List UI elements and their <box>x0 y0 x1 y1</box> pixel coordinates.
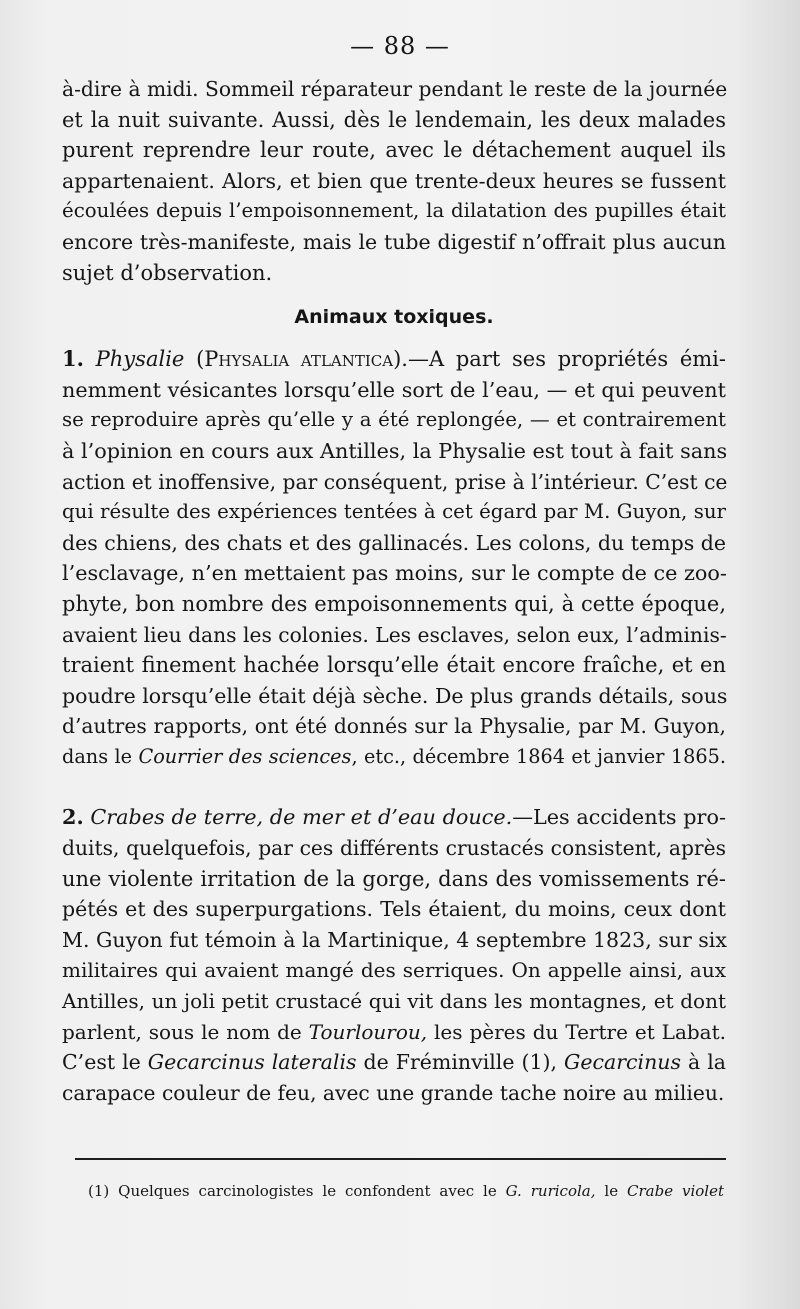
text-run: à la <box>681 1050 726 1075</box>
text-line: militaires qui avaient mangé des serriques. On appelle ainsi, aux <box>62 958 726 983</box>
footnote-text: le <box>595 1182 627 1200</box>
text-line: à l’opinion en cours aux Antilles, la Physalie est tout à fait sans <box>62 438 728 463</box>
text-run: dans le <box>62 744 139 768</box>
item-lead-line <box>62 344 726 375</box>
item-number: 1. <box>62 346 84 372</box>
text-line: et la nuit suivante. Aussi, dès le lendemain, les deux malades <box>62 107 726 132</box>
text-line: poudre lorsqu’elle était déjà sèche. De plus grands détails, sous <box>62 683 728 708</box>
latin-close: ). <box>393 347 408 372</box>
species-name: Gecarcinus <box>564 1050 682 1075</box>
text-line: carapace couleur de feu, avec une grande tache noire au milieu. <box>62 1080 725 1105</box>
text-line: Antilles, un joli petit crustacé qui vit dans les montagnes, et dont <box>62 989 726 1014</box>
text-line: des chiens, des chats et des gallinacés. Les colons, du temps de <box>62 530 726 555</box>
text-line: nemment vésicantes lorsqu’elle sort de l’eau, — et qui peuvent <box>62 377 726 402</box>
text-line <box>62 742 726 773</box>
text-line: l’esclavage, n’en mettaient pas moins, sur le compte de ce zoo- <box>62 561 727 586</box>
item-name: Physalie <box>95 347 185 372</box>
text-line: appartenaient. Alors, et bien que trente-deux heures se fussent <box>62 168 726 193</box>
text-line: une violente irritation de la gorge, dans des vomissements ré- <box>62 866 726 891</box>
paragraph-intoxication-end <box>62 74 726 288</box>
lead-text: —A part ses propriétés émi- <box>407 347 726 372</box>
text-line <box>62 1047 726 1078</box>
text-line: à-dire à midi. Sommeil réparateur pendant le reste de la journée <box>62 77 728 101</box>
text-line: duits, quelquefois, par ces différents crustacés consistent, après <box>62 836 726 861</box>
lead-text: —Les accidents pro- <box>512 805 726 830</box>
latin-name: Physalia atlantica <box>204 347 394 372</box>
page-number: — 88 — <box>350 32 450 60</box>
journal-title: Courrier des sciences <box>138 744 352 768</box>
text-run: C’est le <box>62 1050 148 1075</box>
latin-open: ( <box>196 347 205 372</box>
item-title: Crabes de terre, de mer et d’eau douce. <box>90 805 513 830</box>
footnote-rule <box>75 1158 726 1160</box>
text-line: se reproduire après qu’elle y a été replongée, — et contrairement <box>62 408 726 432</box>
text-line: phyte, bon nombre des empoisonnements qui, à cette époque, <box>62 591 726 616</box>
item-number: 2. <box>62 805 84 830</box>
species-name: Gecarcinus lateralis <box>147 1050 357 1075</box>
item-physalie <box>62 344 726 772</box>
page-body <box>62 74 726 1108</box>
text-line: avaient lieu dans les colonies. Les esclaves, selon eux, l’adminis- <box>62 622 727 647</box>
item-lead-line <box>62 802 726 833</box>
section-heading: Animaux toxiques. <box>294 306 494 329</box>
footnote-text: (1) Quelques carcinologistes le confondent avec le <box>88 1182 506 1200</box>
text-run: parlent, sous le nom de <box>62 1019 309 1044</box>
text-line: purent reprendre leur route, avec le détachement auquel ils <box>62 138 726 163</box>
text-run: , etc., décembre 1864 et janvier 1865. <box>351 744 726 768</box>
species-name: G. ruricola, <box>505 1182 596 1200</box>
text-line <box>62 1017 726 1048</box>
text-line: action et inoffensive, par conséquent, prise à l’intérieur. C’est ce <box>62 469 728 494</box>
text-line: traient finement hachée lorsqu’elle était encore fraîche, et en <box>62 653 726 678</box>
text-line: d’autres rapports, ont été donnés sur la Physalie, par M. Guyon, <box>62 714 726 739</box>
footnote <box>88 1180 724 1202</box>
text-line: pétés et des superpurgations. Tels étaient, du moins, ceux dont <box>62 897 726 922</box>
text-line: M. Guyon fut témoin à la Martinique, 4 septembre 1823, sur six <box>62 927 727 952</box>
item-crabes <box>62 802 726 1108</box>
text-line: encore très-manifeste, mais le tube digestif n’offrait plus aucun <box>62 229 726 254</box>
species-name: Crabe violet <box>627 1182 724 1200</box>
text-run: les pères du Tertre et Labat. <box>427 1019 726 1044</box>
paragraph-gap <box>62 772 726 802</box>
text-line: qui résulte des expériences tentées à cet égard par M. Guyon, sur <box>62 500 726 524</box>
species-name: Tourlourou, <box>308 1019 428 1044</box>
text-line: sujet d’observation. <box>62 260 273 285</box>
text-run: de Fréminville (1), <box>356 1050 565 1075</box>
text-line: écoulées depuis l’empoisonnement, la dilatation des pupilles était <box>62 199 726 223</box>
